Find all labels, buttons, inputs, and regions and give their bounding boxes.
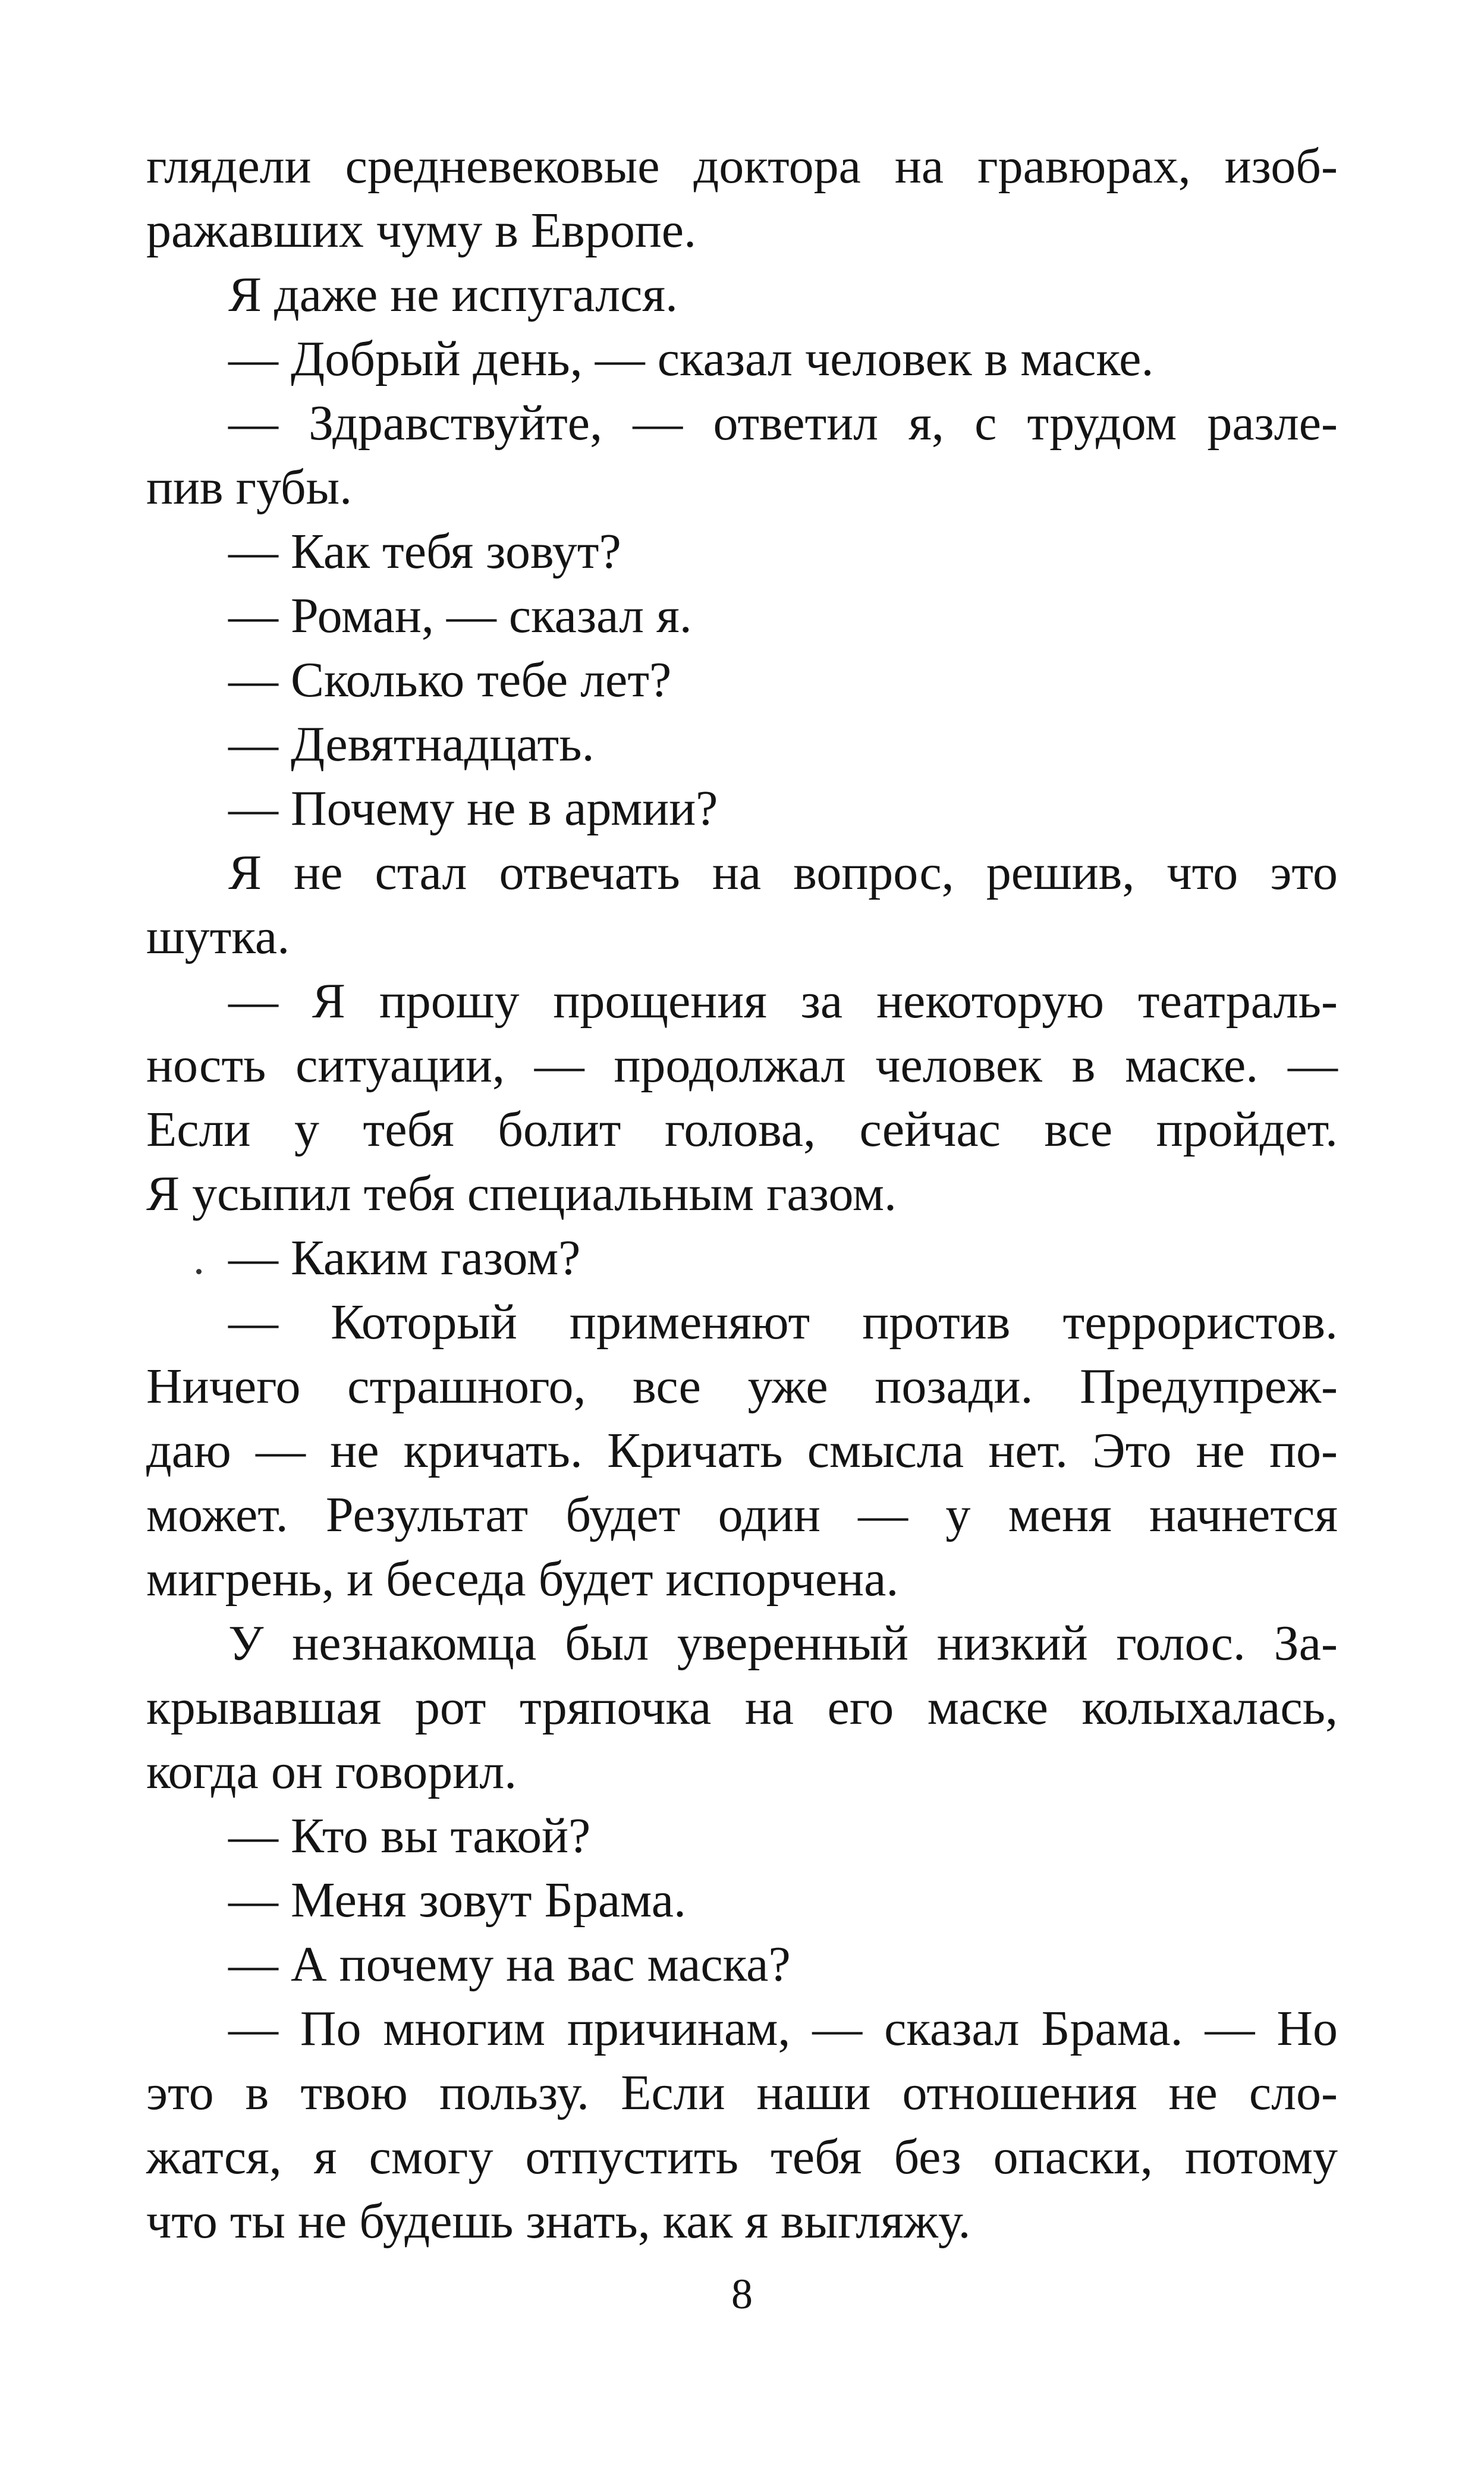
text-line: — Почему не в армии? (228, 781, 718, 836)
text-line: когда он говорил. (146, 1744, 517, 1799)
text-line: У незнакомца был уверенный низкий голос. За- (228, 1616, 1338, 1671)
text-line: даю — не кричать. Кричать смысла нет. Это не по- (146, 1423, 1338, 1478)
text-line: глядели средневековые доктора на гравюрах, изоб- (146, 139, 1338, 194)
text-line: — А почему на вас маска? (228, 1937, 791, 1992)
text-line: — Который применяют против террористов. (228, 1294, 1338, 1350)
text-line: Я не стал отвечать на вопрос, решив, что это (228, 845, 1338, 900)
text-line: ность ситуации, — продолжал человек в маске. — (146, 1038, 1338, 1093)
text-line: жатся, я смогу отпустить тебя без опаски, потому (146, 2129, 1338, 2185)
text-line: Я даже не испугался. (228, 267, 678, 322)
text-line: Если у тебя болит голова, сейчас все пройдет. (146, 1102, 1338, 1157)
text-line: — Я прошу прощения за некоторую театраль- (228, 973, 1338, 1029)
text-line: — Как тебя зовут? (228, 524, 621, 579)
text-line: это в твою пользу. Если наши отношения не сло- (146, 2065, 1338, 2120)
text-line: шутка. (146, 909, 290, 964)
text-line: — Меня зовут Брама. (228, 1872, 687, 1928)
text-line: — Добрый день, — сказал человек в маске. (228, 331, 1154, 387)
text-line: — Роман, — сказал я. (228, 588, 692, 643)
text-line: может. Результат будет один — у меня начнется (146, 1487, 1338, 1542)
text-line: Я усыпил тебя специальным газом. (146, 1166, 897, 1221)
text-line: пив губы. (146, 460, 353, 515)
print-speck (196, 1269, 202, 1274)
text-line: — По многим причинам, — сказал Брама. — Но (228, 2001, 1338, 2056)
text-line: ражавших чуму в Европе. (146, 203, 697, 258)
text-line: — Девятнадцать. (228, 717, 595, 772)
page-number: 8 (731, 2270, 753, 2318)
text-line: — Каким газом? (228, 1230, 581, 1286)
text-line: Ничего страшного, все уже позади. Предупреж- (146, 1359, 1338, 1414)
text-line: — Сколько тебе лет? (228, 652, 672, 708)
text-line: — Здравствуйте, — ответил я, с трудом разле- (228, 395, 1338, 451)
text-line: крывавшая рот тряпочка на его маске колыхалась, (146, 1680, 1338, 1735)
text-line: — Кто вы такой? (228, 1808, 591, 1864)
text-line: мигрень, и беседа будет испорчена. (146, 1551, 899, 1607)
text-line: что ты не будешь знать, как я выгляжу. (146, 2194, 971, 2249)
